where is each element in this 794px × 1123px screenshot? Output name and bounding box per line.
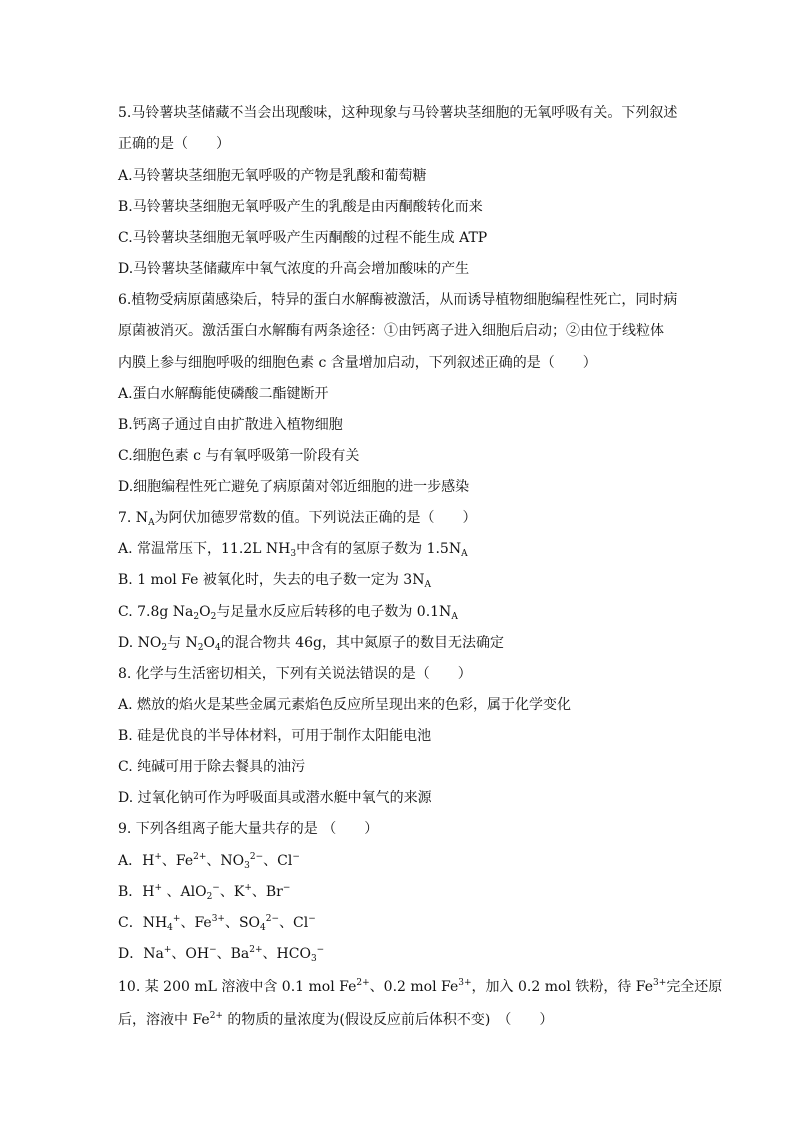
q7-stem: 7. $N_A$为阿伏加德罗常数的值。下列说法正确的是（ ） — [118, 510, 477, 528]
q10-stem-line-1: 10. 某 200 mL 溶液中含 0.1 mol $Fe^{2+}$、0.2 mol $Fe^{3+}$，加入 0.2 mol 铁粉，待 $Fe^{3+}$完全还原 — [118, 978, 723, 995]
q9-option-a: A．H+、$Fe^{2+}$、$NO_3^{2-}$、Cl− — [118, 852, 300, 871]
q5-option-b: B.马铃薯块茎细胞无氧呼吸产生的乳酸是由丙酮酸转化而来 — [118, 199, 483, 215]
q8-stem: 8. 化学与生活密切相关，下列有关说法错误的是（ ） — [118, 666, 472, 682]
q6-option-d: D.细胞编程性死亡避免了病原菌对邻近细胞的进一步感染 — [118, 479, 470, 495]
q5-option-c: C.马铃薯块茎细胞无氧呼吸产生丙酮酸的过程不能生成 ATP — [118, 230, 488, 246]
q6-stem-line-3: 内膜上参与细胞呼吸的细胞色素 c 含量增加启动，下列叙述正确的是（ ） — [118, 355, 597, 371]
q7-option-a: A. 常温常压下，11.2L $NH_3$中含有的氢原子数为 $1.5N_A$ — [118, 541, 468, 559]
q6-option-b: B.钙离子通过自由扩散进入植物细胞 — [118, 417, 343, 433]
q8-option-c: C. 纯碱可用于除去餐具的油污 — [118, 759, 306, 775]
q5-option-a: A.马铃薯块茎细胞无氧呼吸的产物是乳酸和葡萄糖 — [118, 168, 427, 184]
q7-option-c: C. 7.8g $Na_2O_2$与足量水反应后转移的电子数为 $0.1N_A$ — [118, 604, 458, 622]
q7-option-d: D. $NO_2$与 $N_2O_4$的混合物共 46g，其中氮原子的数目无法确定 — [118, 635, 504, 653]
q5-stem-line-2: 正确的是（ ） — [118, 136, 230, 152]
q8-option-b: B. 硅是优良的半导体材料，可用于制作太阳能电池 — [118, 728, 432, 744]
q9-option-b: B．H+ 、AlO$_2$−、K+、Br− — [118, 883, 291, 902]
q6-stem-line-2: 原菌被消灭。激活蛋白水解酶有两条途径：①由钙离子进入细胞后启动；②由位于线粒体 — [118, 323, 664, 339]
q8-option-d: D. 过氧化钠可作为呼吸面具或潜水艇中氧气的来源 — [118, 790, 432, 806]
q8-option-a: A. 燃放的焰火是某些金属元素焰色反应所呈现出来的色彩，属于化学变化 — [118, 697, 572, 713]
q9-stem: 9. 下列各组离子能大量共存的是 （ ） — [118, 821, 379, 837]
q9-option-d: D．Na+、OH−、$Ba^{2+}$、$HCO_3^-$ — [118, 945, 325, 964]
q6-option-c: C.细胞色素 c 与有氧呼吸第一阶段有关 — [118, 448, 360, 464]
q6-stem-line-1: 6.植物受病原菌感染后，特异的蛋白水解酶被激活，从而诱导植物细胞编程性死亡，同时病 — [118, 292, 678, 308]
q6-option-a: A.蛋白水解酶能使磷酸二酯键断开 — [118, 386, 329, 402]
q10-stem-line-2: 后，溶液中 $Fe^{2+}$ 的物质的量浓度为(假设反应前后体积不变) （ ） — [118, 1011, 554, 1028]
q7-option-b: B. 1 mol Fe 被氧化时，失去的电子数一定为 $3N_A$ — [118, 572, 431, 590]
q9-option-c: C．$NH_4^+$、$Fe^{3+}$、$SO_4^{2-}$、Cl− — [118, 914, 316, 933]
q5-stem-line-1: 5.马铃薯块茎储藏不当会出现酸味，这种现象与马铃薯块茎细胞的无氧呼吸有关。下列叙述 — [118, 105, 678, 121]
q5-option-d: D.马铃薯块茎储藏库中氧气浓度的升高会增加酸味的产生 — [118, 261, 470, 277]
